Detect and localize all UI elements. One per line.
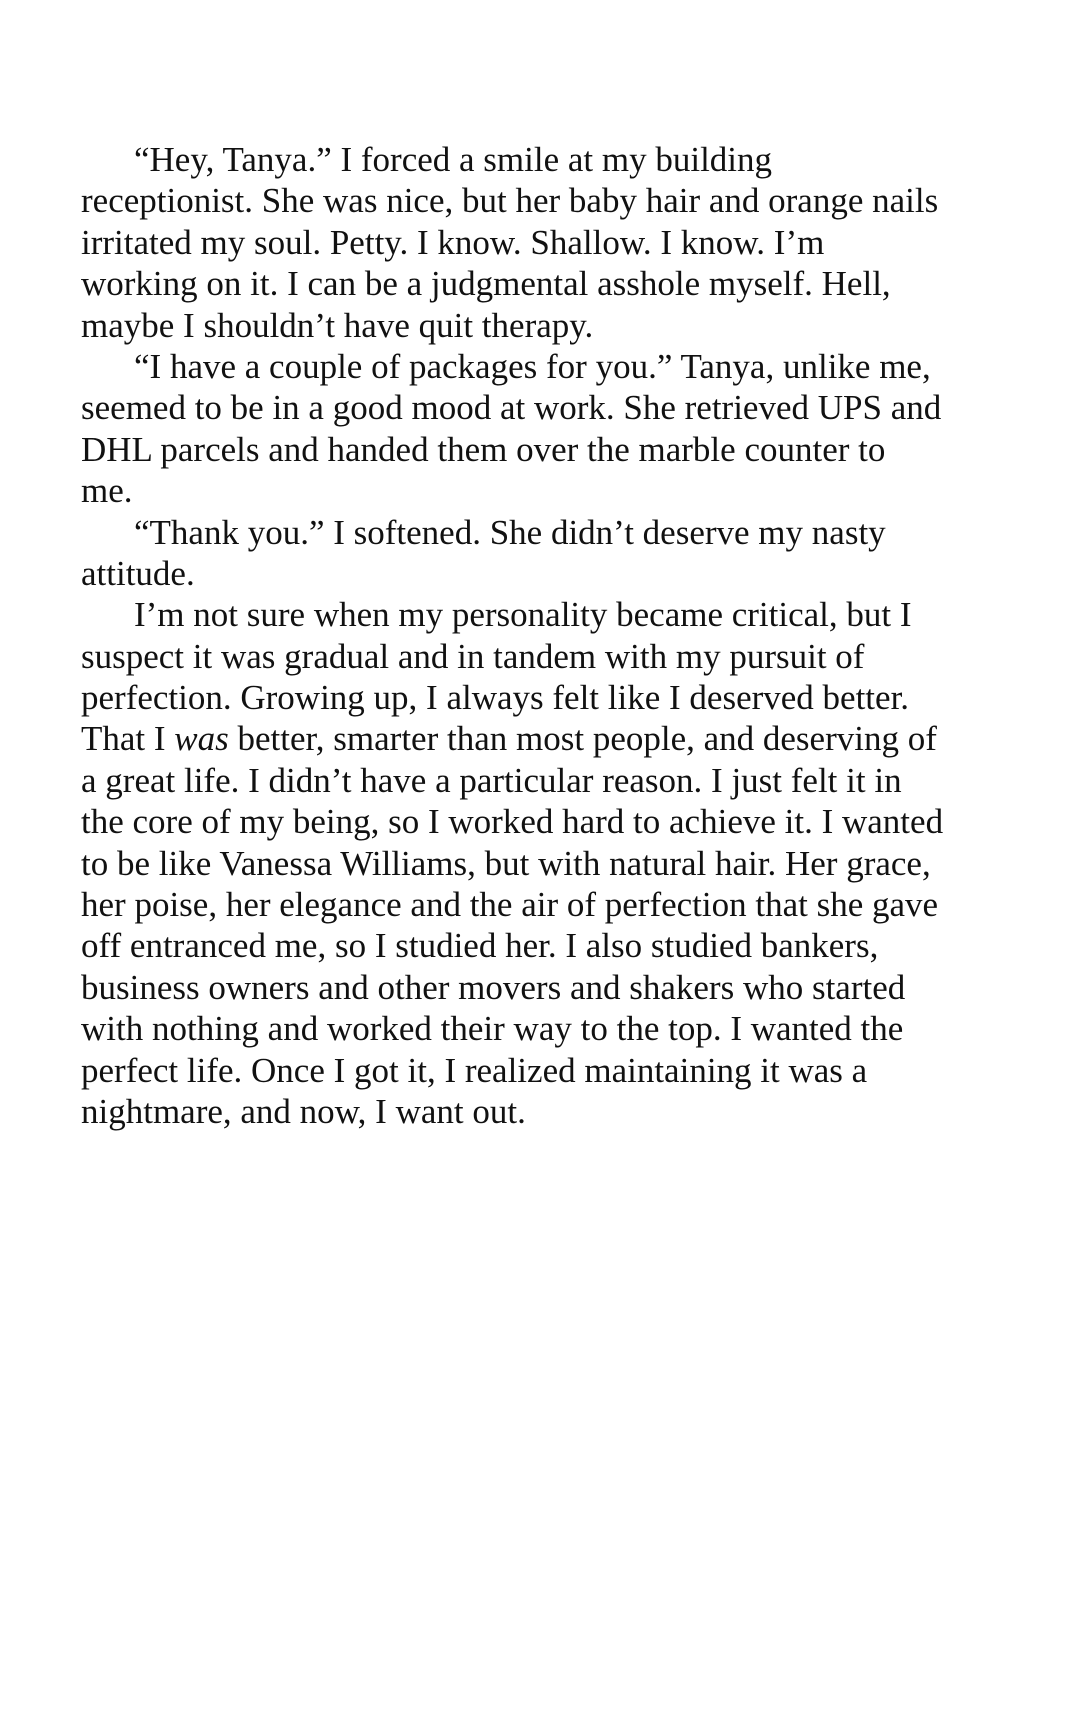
text-line: nightmare, and now, I want out. [81,1091,526,1131]
paragraph-3 [81,512,981,595]
text-segment: better, smarter than most people, and deserving of [228,719,937,759]
text-line: suspect it was gradual and in tandem with my pursuit of [81,636,865,676]
text-line: her poise, her elegance and the air of perfection that she gave [81,885,939,925]
text-line: a great life. I didn’t have a particular reason. I just felt it in [81,760,902,800]
paragraph-4 [81,594,981,1132]
body-text [81,139,981,1132]
text-line: attitude. [81,553,195,593]
text-segment: That I [81,719,175,759]
text-line: seemed to be in a good mood at work. She retrieved UPS and [81,388,942,428]
text-line: working on it. I can be a judgmental asshole myself. Hell, [81,264,891,304]
paragraph-1 [81,139,981,346]
text-line: “Hey, Tanya.” I forced a smile at my building [134,140,773,179]
text-line: DHL parcels and handed them over the marble counter to [81,429,886,469]
text-line: to be like Vanessa Williams, but with natural hair. Her grace, [81,843,931,883]
text-line: I’m not sure when my personality became critical, but I [134,595,912,635]
paragraph-2 [81,346,981,512]
text-line: maybe I shouldn’t have quit therapy. [81,305,594,345]
emphasis-word: was [174,719,229,759]
text-line: perfection. Growing up, I always felt like I deserved better. [81,678,910,718]
text-line: perfect life. Once I got it, I realized maintaining it was a [81,1050,868,1090]
text-line: “I have a couple of packages for you.” Tanya, unlike me, [134,346,931,386]
text-line: the core of my being, so I worked hard to achieve it. I wanted [81,802,944,842]
text-line: me. [81,471,133,511]
text-line-with-emphasis [81,718,981,759]
text-line: business owners and other movers and shakers who started [81,967,906,1007]
text-line: irritated my soul. Petty. I know. Shallow. I know. I’m [81,222,825,262]
text-line: off entranced me, so I studied her. I also studied bankers, [81,926,879,966]
text-line: “Thank you.” I softened. She didn’t deserve my nasty [134,512,886,552]
text-line: receptionist. She was nice, but her baby hair and orange nails [81,181,939,221]
text-line: with nothing and worked their way to the top. I wanted the [81,1009,904,1049]
